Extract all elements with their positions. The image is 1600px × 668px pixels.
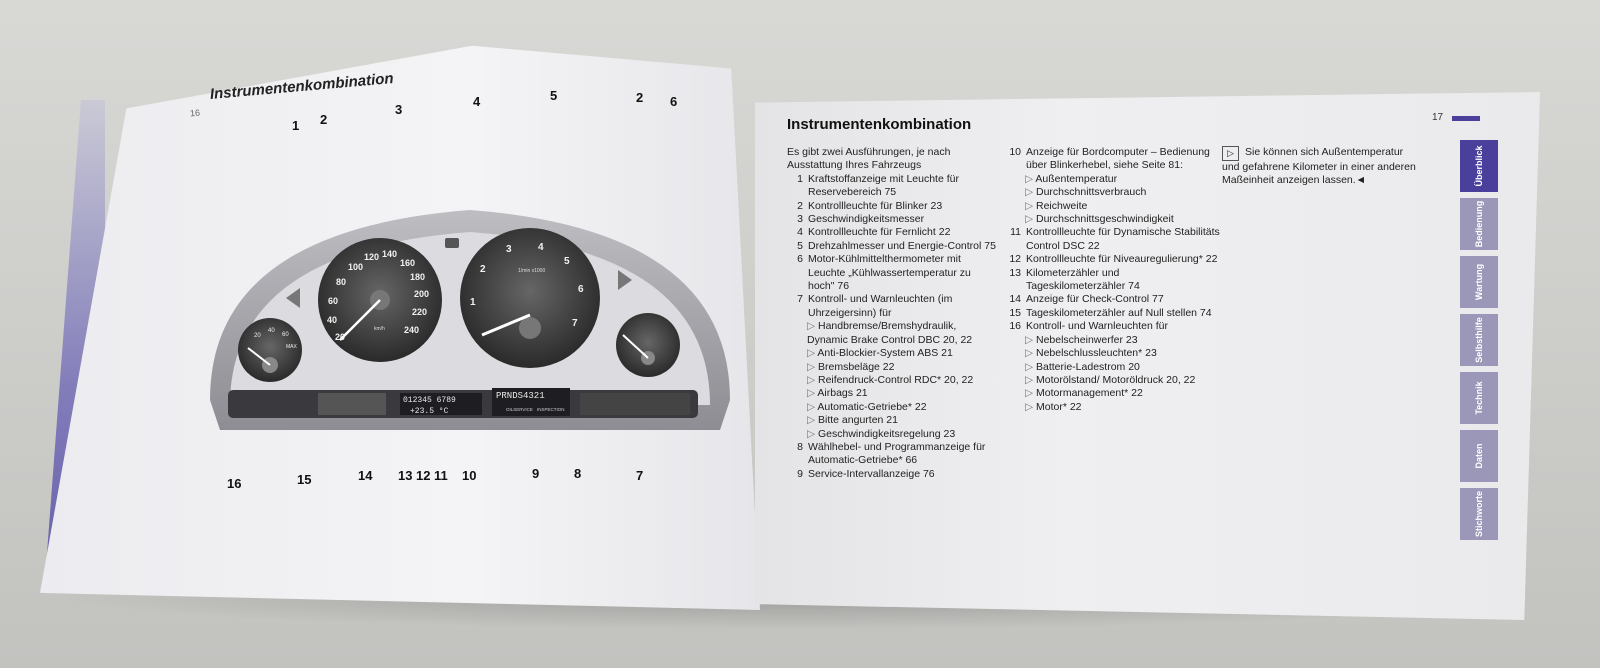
entry-number: 6 — [797, 253, 803, 266]
sub-entry: ▷ Geschwindigkeitsregelung 23 — [787, 428, 997, 441]
fuel-label-40: 40 — [268, 328, 275, 334]
entry-text: Kraftstoffanzeige mit Leuchte für Reservebereich 75 — [808, 172, 959, 199]
legend-entry — [1005, 253, 1220, 266]
sub-entry: ▷ Motor* 22 — [1005, 401, 1220, 414]
callout-3: 3 — [395, 102, 403, 117]
inspection-label: INSPECTION — [537, 407, 565, 412]
intro-text: Es gibt zwei Ausführungen, je nach Ausstattung Ihres Fahrzeugs — [787, 146, 951, 172]
temperature-value: +23.5 °C — [410, 407, 449, 416]
tab-label: Technik — [1474, 381, 1484, 415]
entry-text: Kontrollleuchte für Fernlicht 22 — [808, 226, 951, 239]
fuel-max-label: MAX — [286, 344, 297, 350]
note-column — [1222, 146, 1422, 188]
legend-column-1 — [787, 146, 997, 481]
coolant-gauge — [616, 313, 680, 377]
sub-entry: ▷ Motorölstand/ Motoröldruck 20, 22 — [1005, 374, 1220, 387]
speed-label: 140 — [382, 249, 398, 259]
right-page-title: Instrumentenkombination — [787, 116, 972, 133]
section-tabs — [1460, 140, 1530, 580]
callout-7: 7 — [636, 468, 644, 483]
sub-entry: ▷ Motormanagement* 22 — [1005, 387, 1220, 400]
entry-number: 15 — [1009, 306, 1021, 319]
entry-text: Kilometerzähler und Tageskilometerzähler 74 — [1026, 266, 1140, 293]
oil-service-label: OILSERVICE — [506, 407, 533, 412]
entry-text: Kontroll- und Warnleuchten (im Uhrzeigersinn) für — [808, 293, 953, 319]
tachometer-hub — [519, 317, 541, 339]
entry-number: 2 — [797, 199, 803, 212]
tab-label: Selbsthilfe — [1474, 317, 1484, 363]
sub-entry: ▷ Reichweite — [1005, 200, 1220, 213]
callout-6: 6 — [670, 94, 678, 109]
legend-entry — [787, 213, 997, 226]
tachometer — [460, 228, 600, 368]
fuel-label-20: 20 — [254, 333, 261, 339]
cluster-illustration — [200, 170, 740, 480]
right-page-number: 17 — [1432, 112, 1444, 123]
legend-entry — [1005, 146, 1220, 173]
callout-9: 9 — [532, 466, 540, 481]
sub-entry: ▷ Reifendruck-Control RDC* 20, 22 — [787, 374, 997, 387]
entry-number: 11 — [1010, 226, 1021, 239]
entry-text: Service-Intervallanzeige 76 — [808, 467, 935, 480]
tab-stichworte[interactable] — [1460, 488, 1498, 540]
entry-number: 12 — [1009, 253, 1021, 266]
entry-text: Kontrollleuchte für Dynamische Stabilitäts Control DSC 22 — [1026, 226, 1220, 252]
check-control-display — [318, 393, 386, 415]
sub-entry: ▷ Anti-Blockier-System ABS 21 — [787, 347, 997, 360]
entry-text: Anzeige für Bordcomputer – Bedienung über Blinkerhebel, siehe Seite 81: — [1026, 146, 1210, 172]
fuel-label-60: 60 — [282, 332, 289, 338]
legend-entry — [787, 468, 997, 481]
entry-number: 3 — [797, 213, 803, 226]
callout-2a: 2 — [320, 112, 328, 127]
entry-number: 5 — [797, 239, 803, 252]
rpm-label: 6 — [578, 284, 584, 295]
gear-indicator: PRNDS4321 — [496, 391, 545, 401]
instrument-cluster — [200, 170, 740, 480]
tab-daten[interactable] — [1460, 430, 1498, 482]
sub-entry: ▷ Automatic-Getriebe* 22 — [787, 401, 997, 414]
entry-text: Kontrollleuchte für Niveauregulierung* 22 — [1026, 253, 1218, 266]
note-icon: ▷ — [1222, 146, 1239, 161]
callout-10: 10 — [462, 468, 477, 483]
legend-entry — [787, 293, 997, 320]
tab-selbsthilfe[interactable] — [1460, 314, 1498, 366]
entry-number: 13 — [1009, 266, 1021, 279]
page-number-accent — [1452, 116, 1480, 121]
tab-bedienung[interactable] — [1460, 198, 1498, 250]
legend-entry — [1005, 293, 1220, 306]
legend-entry — [787, 226, 997, 239]
entry-number: 14 — [1009, 293, 1021, 306]
speed-label: 180 — [410, 272, 426, 282]
tab-ueberblick[interactable] — [1460, 140, 1498, 192]
speed-label: 20 — [335, 332, 346, 342]
rpm-label: 1 — [470, 297, 476, 308]
legend-entry — [787, 173, 997, 200]
sub-entry: ▷ Bremsbeläge 22 — [787, 361, 997, 374]
speedometer-unit: km/h — [374, 326, 385, 332]
callout-12: 12 — [416, 468, 431, 483]
legend-entry — [1005, 307, 1220, 320]
callout-14: 14 — [358, 468, 373, 483]
entry-text: Drehzahlmesser und Energie-Control 75 — [808, 239, 996, 252]
tab-label: Daten — [1474, 443, 1484, 469]
legend-entry — [1005, 320, 1220, 333]
callout-13: 13 — [398, 468, 413, 483]
tab-technik[interactable] — [1460, 372, 1498, 424]
rpm-label: 4 — [538, 242, 544, 253]
callout-16: 16 — [227, 476, 242, 491]
tachometer-unit: 1/min x1000 — [518, 268, 546, 274]
speed-label: 220 — [412, 307, 428, 317]
rpm-label: 3 — [506, 244, 512, 255]
entry-text: Kontroll- und Warnleuchten für — [1026, 320, 1169, 333]
legend-entry — [1005, 267, 1220, 294]
entry-text: Anzeige für Check-Control 77 — [1026, 293, 1164, 306]
callout-1: 1 — [292, 118, 300, 133]
entry-text: Wählhebel- und Programmanzeige für Automatic-Getriebe* 66 — [808, 440, 986, 467]
entry-number: 16 — [1009, 320, 1021, 333]
sub-entry: ▷ Bitte angurten 21 — [787, 414, 997, 427]
sub-entry: ▷ Außentemperatur — [1005, 173, 1220, 186]
tab-label: Wartung — [1474, 263, 1484, 301]
rpm-label: 5 — [564, 256, 570, 267]
left-page-number: 16 — [189, 107, 201, 119]
tab-label: Bedienung — [1474, 200, 1484, 248]
entry-number: 4 — [797, 226, 803, 239]
speed-label: 200 — [414, 289, 430, 299]
legend-column-2 — [1005, 146, 1220, 414]
legend-entry — [787, 441, 997, 468]
rpm-label: 7 — [572, 318, 578, 329]
sub-entry: ▷ Nebelscheinwerfer 23 — [1005, 334, 1220, 347]
entry-text: Tageskilometerzähler auf Null stellen 74 — [1026, 306, 1212, 319]
speed-label: 120 — [364, 252, 380, 262]
speed-label: 160 — [400, 258, 416, 268]
sub-entry: ▷ Batterie-Ladestrom 20 — [1005, 361, 1220, 374]
entry-number: 7 — [797, 293, 803, 306]
callout-15: 15 — [297, 472, 312, 487]
callout-8: 8 — [574, 466, 582, 481]
note-text: Sie können sich Außentemperatur und gefahrene Kilometer in einer anderen Maßeinheit anzeigen lassen.◄ — [1222, 146, 1416, 187]
legend-entry — [787, 253, 997, 293]
speed-label: 240 — [404, 325, 420, 335]
entry-text: Geschwindigkeitsmesser — [808, 213, 925, 226]
left-page-title: Instrumentenkombination — [209, 69, 395, 103]
entry-text: Kontrollleuchte für Blinker 23 — [808, 199, 943, 212]
entry-number: 9 — [797, 467, 803, 480]
entry-number: 10 — [1009, 146, 1021, 158]
entry-number: 1 — [797, 172, 803, 185]
sub-entry: ▷ Durchschnittsgeschwindigkeit — [1005, 213, 1220, 226]
high-beam-indicator — [445, 238, 459, 248]
odometer-value: 012345 6789 — [403, 396, 456, 405]
speed-label: 80 — [336, 277, 347, 287]
tab-label: Stichworte — [1474, 490, 1484, 538]
legend-entry — [1005, 226, 1220, 253]
rpm-label: 2 — [480, 264, 486, 275]
speed-label: 100 — [348, 262, 364, 272]
callout-11: 11 — [434, 468, 448, 483]
sub-entry: ▷ Durchschnittsverbrauch — [1005, 186, 1220, 199]
callout-4: 4 — [473, 94, 481, 109]
warning-lights-panel — [580, 393, 690, 415]
callout-2b: 2 — [636, 90, 644, 105]
entry-text: Motor-Kühlmittelthermometer mit Leuchte „Kühlwassertemperatur zu hoch" 76 — [808, 253, 971, 293]
speed-label: 60 — [328, 296, 339, 306]
sub-entry: ▷ Nebelschlussleuchten* 23 — [1005, 347, 1220, 360]
entry-number: 8 — [797, 440, 803, 453]
callout-5: 5 — [550, 88, 558, 103]
speed-label: 40 — [327, 315, 338, 325]
legend-entry — [787, 240, 997, 253]
tab-label: Überblick — [1474, 145, 1484, 187]
sub-entry: ▷ Airbags 21 — [787, 387, 997, 400]
sub-entry: ▷ Handbremse/Bremshydraulik, Dynamic Brake Control DBC 20, 22 — [787, 320, 997, 347]
tab-wartung[interactable] — [1460, 256, 1498, 308]
legend-entry — [787, 200, 997, 213]
